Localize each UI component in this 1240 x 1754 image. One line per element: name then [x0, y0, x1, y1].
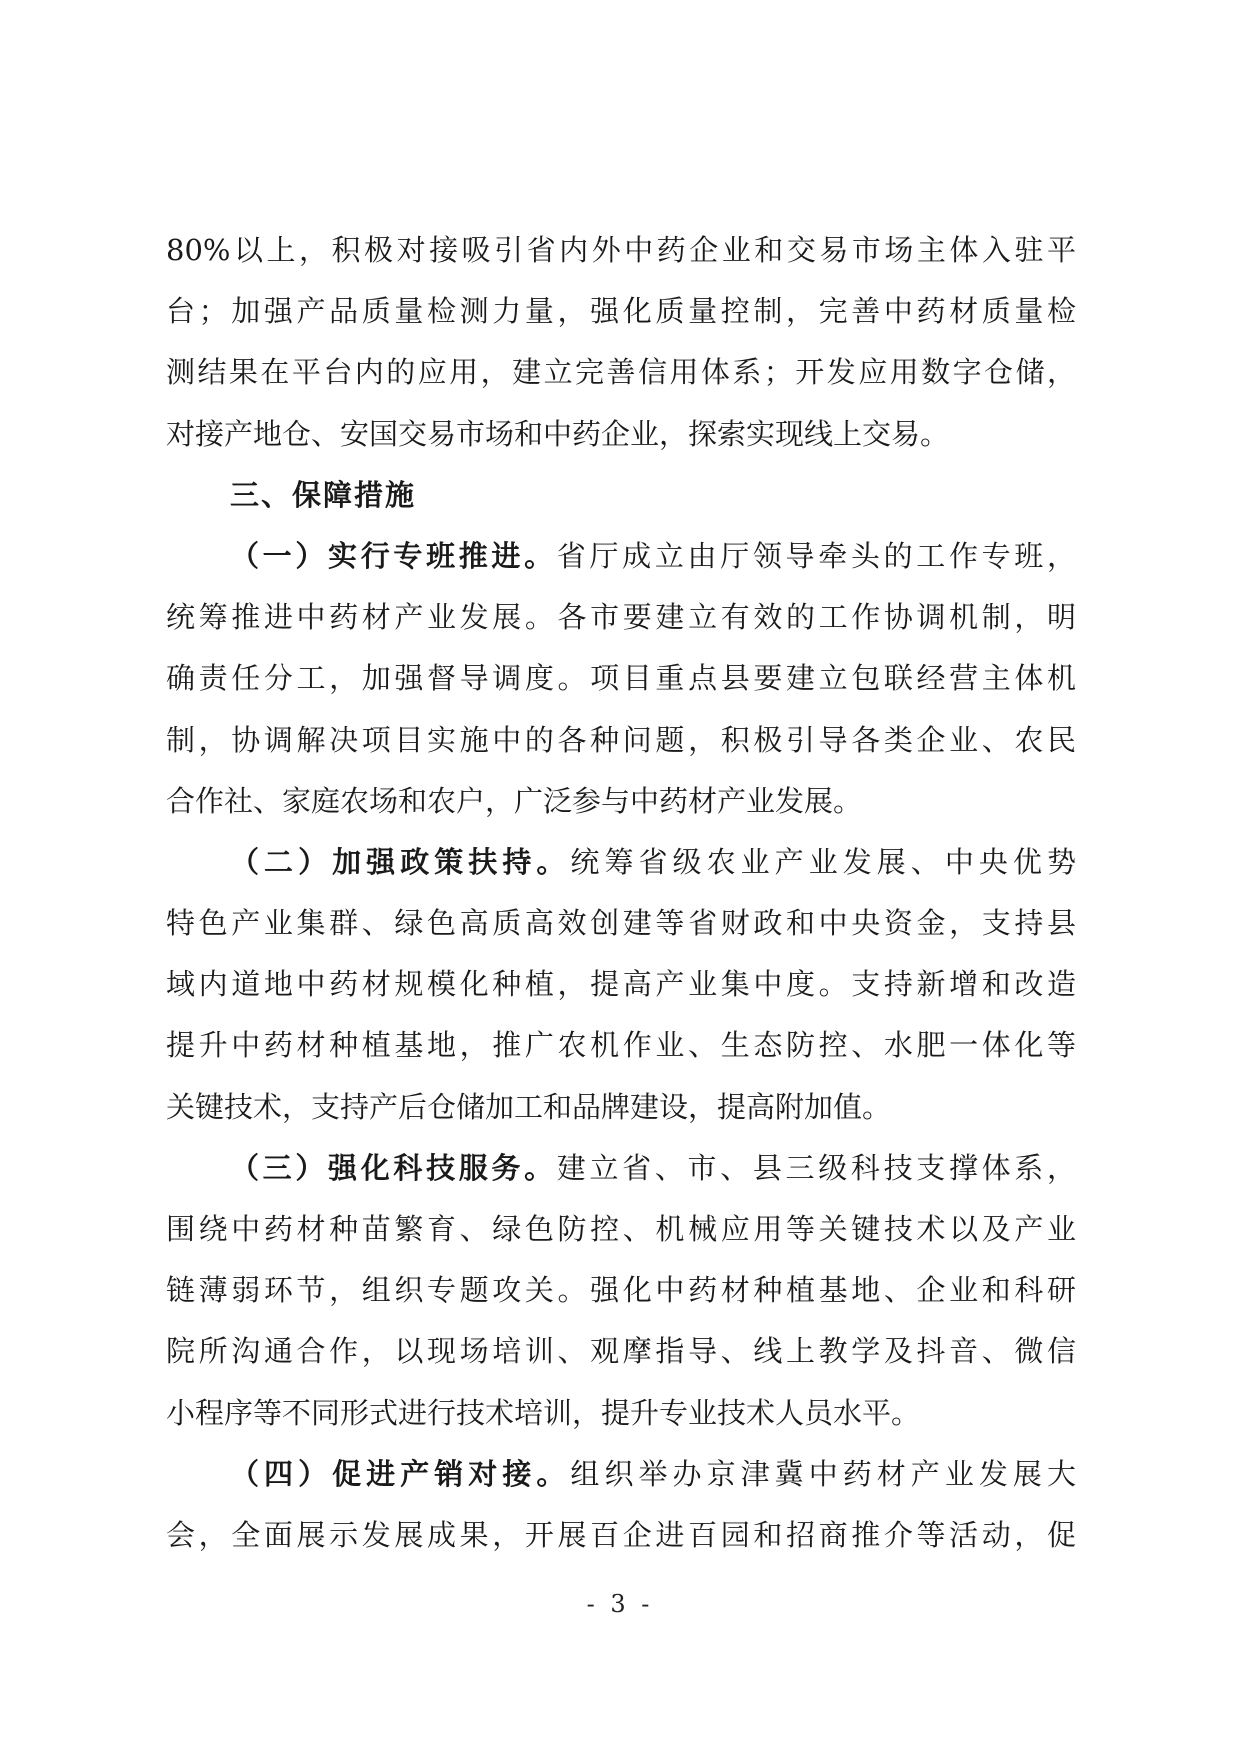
- measure-2-first-line-text: 统筹省级农业产业发展、中央优势: [570, 844, 1076, 879]
- text-line: 制，协调解决项目实施中的各种问题，积极引导各类企业、农民: [166, 722, 1076, 757]
- text-line: 统筹推进中药材产业发展。各市要建立有效的工作协调机制，明: [166, 600, 1076, 635]
- text-line: 对接产地仓、安国交易市场和中药企业，探索实现线上交易。: [166, 416, 950, 451]
- text-line: 链薄弱环节，组织专题攻关。强化中药材种植基地、企业和科研: [166, 1273, 1076, 1308]
- measure-3-title: （三）强化科技服务。: [230, 1150, 557, 1185]
- text-line: 小程序等不同形式进行技术培训，提升专业技术人员水平。: [166, 1395, 921, 1430]
- measure-2-first-line: [166, 832, 1076, 893]
- document-body: [166, 220, 1076, 1566]
- measure-1-first-line: [166, 526, 1076, 587]
- text-line: 合作社、家庭农场和农户，广泛参与中药材产业发展。: [166, 783, 863, 818]
- page-number: - 3 -: [586, 1590, 654, 1618]
- text-line: 提升中药材种植基地，推广农机作业、生态防控、水肥一体化等: [166, 1028, 1076, 1063]
- text-line: 测结果在平台内的应用，建立完善信用体系；开发应用数字仓储，: [166, 355, 1076, 390]
- measure-1-title: （一）实行专班推进。: [230, 538, 557, 573]
- measure-3-first-line: [166, 1138, 1076, 1199]
- text-line: 80%以上，积极对接吸引省内外中药企业和交易市场主体入驻平: [166, 233, 1076, 267]
- measure-4-first-line-text: 组织举办京津冀中药材产业发展大: [570, 1456, 1076, 1491]
- text-line: 确责任分工，加强督导调度。项目重点县要建立包联经营主体机: [166, 661, 1076, 696]
- measure-3-first-line-text: 建立省、市、县三级科技支撑体系，: [556, 1150, 1076, 1185]
- measure-4-title: （四）促进产销对接。: [230, 1456, 571, 1491]
- text-line: 会，全面展示发展成果，开展百企进百园和招商推介等活动，促: [166, 1517, 1076, 1552]
- text-line: 特色产业集群、绿色高质高效创建等省财政和中央资金，支持县: [166, 906, 1076, 941]
- text-line: 域内道地中药材规模化种植，提高产业集中度。支持新增和改造: [166, 967, 1076, 1002]
- measure-1-first-line-text: 省厅成立由厅领导牵头的工作专班，: [556, 538, 1076, 573]
- text-line: 围绕中药材种苗繁育、绿色防控、机械应用等关键技术以及产业: [166, 1212, 1076, 1246]
- measure-4-first-line: [166, 1444, 1076, 1505]
- text-line: 台；加强产品质量检测力量，强化质量控制，完善中药材质量检: [166, 294, 1076, 329]
- section-heading: 三、保障措施: [230, 477, 417, 512]
- text-line: 院所沟通合作，以现场培训、观摩指导、线上教学及抖音、微信: [166, 1334, 1076, 1369]
- text-line: 关键技术，支持产后仓储加工和品牌建设，提高附加值。: [166, 1089, 892, 1124]
- measure-2-title: （二）加强政策扶持。: [230, 844, 571, 879]
